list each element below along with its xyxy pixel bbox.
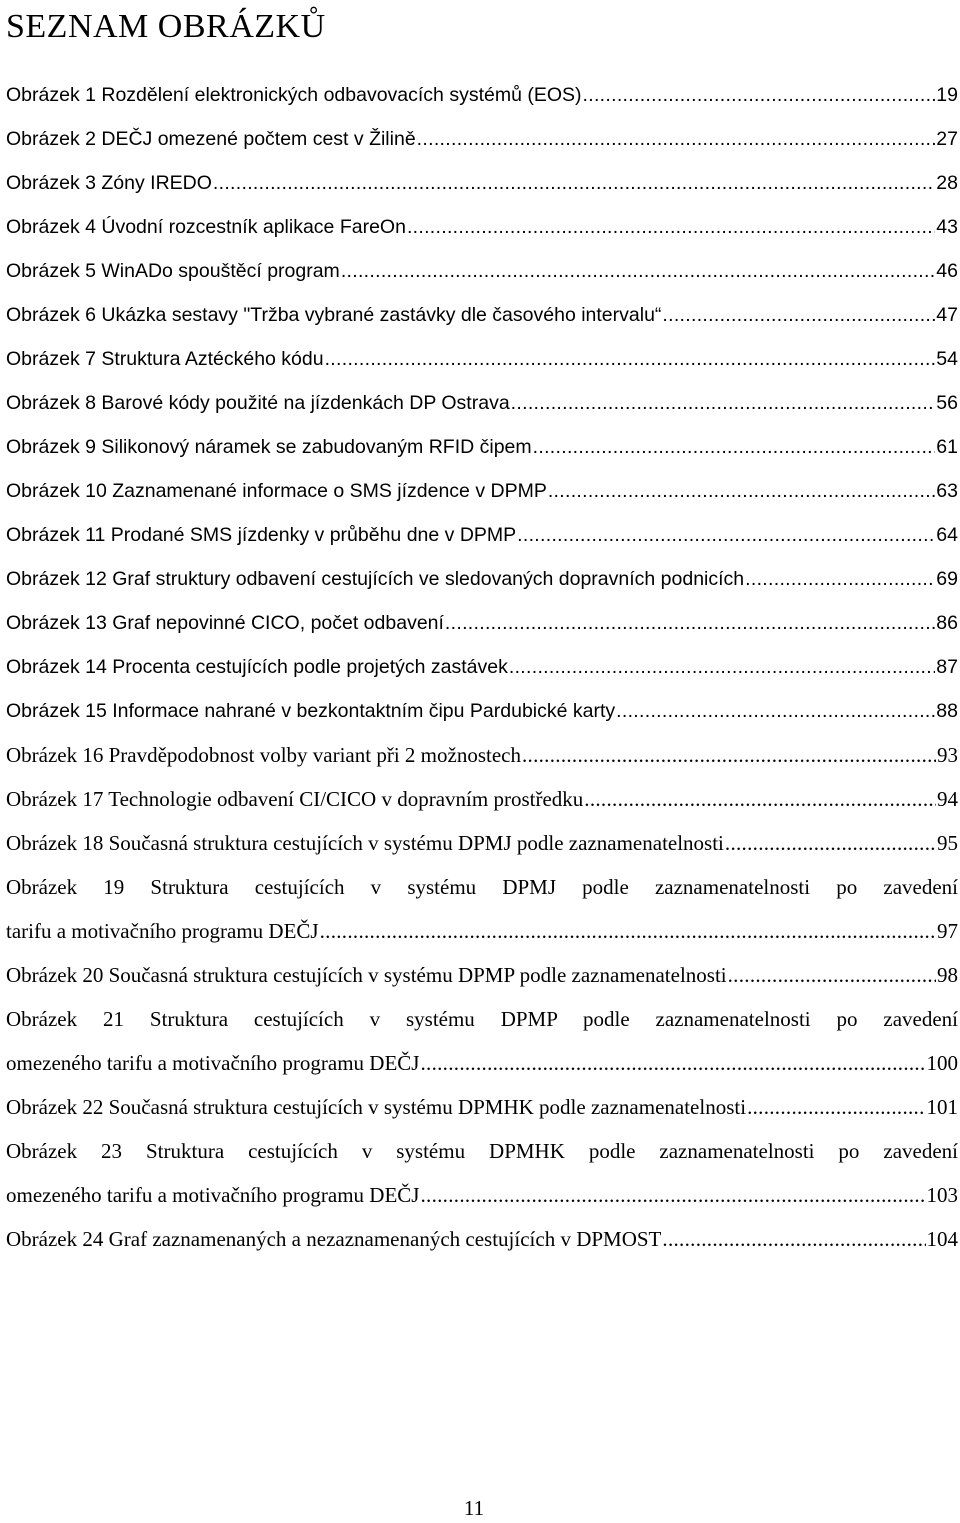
- entry-caption: Obrázek 15 Informace nahrané v bezkontaktním čipu Pardubické karty: [6, 700, 616, 722]
- list-of-figures-entry[interactable]: [6, 161, 958, 205]
- entry-caption: Obrázek 10 Zaznamenané informace o SMS jízdence v DPMP: [6, 480, 547, 502]
- entry-page-number: 100: [926, 1051, 958, 1075]
- list-of-figures-entry[interactable]: [6, 689, 958, 733]
- dot-leader: [417, 117, 936, 161]
- entry-page-number: 28: [936, 172, 958, 194]
- entry-caption: Obrázek 7 Struktura Aztéckého kódu: [6, 348, 324, 370]
- entry-page-number: 27: [936, 128, 958, 150]
- entry-page-number: 56: [936, 392, 958, 414]
- entry-caption: Obrázek 4 Úvodní rozcestník aplikace FareOn: [6, 216, 406, 238]
- list-of-figures-entry[interactable]: [6, 1217, 958, 1261]
- entry-caption: tarifu a motivačního programu DEČJ: [6, 919, 319, 943]
- entry-caption: omezeného tarifu a motivačního programu DEČJ: [6, 1051, 420, 1075]
- dot-leader: [548, 469, 935, 513]
- entry-page-number: 61: [936, 436, 958, 458]
- dot-leader: [407, 205, 935, 249]
- list-of-figures-entry[interactable]: [6, 425, 958, 469]
- dot-leader: [616, 689, 935, 733]
- list-of-figures-entry[interactable]: [6, 73, 958, 117]
- entry-caption-continuation: [6, 1173, 958, 1217]
- list-of-figures-entry[interactable]: [6, 645, 958, 689]
- entry-caption: Obrázek 3 Zóny IREDO: [6, 172, 212, 194]
- entry-caption: Obrázek 9 Silikonový náramek se zabudovaným RFID čipem: [6, 436, 532, 458]
- entry-caption: Obrázek 24 Graf zaznamenaných a nezaznamenaných cestujících v DPMOST: [6, 1227, 662, 1251]
- page-number: 11: [463, 1496, 485, 1520]
- entry-page-number: 97: [937, 919, 958, 943]
- entry-page-number: 86: [936, 612, 958, 634]
- entry-caption: omezeného tarifu a motivačního programu DEČJ: [6, 1183, 420, 1207]
- dot-leader: [522, 733, 936, 777]
- entry-caption-continuation: [6, 909, 958, 953]
- entry-caption: Obrázek 16 Pravděpodobnost volby variant při 2 možnostech: [6, 743, 521, 767]
- dot-leader: [213, 161, 935, 205]
- list-of-figures-entry[interactable]: [6, 513, 958, 557]
- entry-caption: Obrázek 2 DEČJ omezené počtem cest v Žilině: [6, 128, 416, 150]
- list-of-figures-entry[interactable]: [6, 777, 958, 821]
- dot-leader: [517, 513, 935, 557]
- dot-leader: [325, 337, 936, 381]
- dot-leader: [341, 249, 935, 293]
- entry-caption-line: Obrázek 21 Struktura cestujících v systému DPMP podle zaznamenatelnosti po zavedení: [6, 1007, 958, 1031]
- entry-caption: Obrázek 17 Technologie odbavení CI/CICO v dopravním prostředku: [6, 787, 584, 811]
- entry-page-number: 93: [937, 743, 958, 767]
- dot-leader: [511, 381, 936, 425]
- entry-caption: Obrázek 22 Současná struktura cestujících v systému DPMHK podle zaznamenatelnosti: [6, 1095, 747, 1119]
- entry-page-number: 95: [937, 831, 958, 855]
- list-of-figures-entry[interactable]: [6, 337, 958, 381]
- entry-page-number: 46: [936, 260, 958, 282]
- entry-caption: Obrázek 14 Procenta cestujících podle projetých zastávek: [6, 656, 508, 678]
- entry-page-number: 54: [936, 348, 958, 370]
- list-of-figures-entry[interactable]: [6, 117, 958, 161]
- dot-leader: [725, 821, 936, 865]
- list-of-figures-entry[interactable]: [6, 865, 958, 953]
- entry-page-number: 69: [936, 568, 958, 590]
- entry-caption: Obrázek 20 Současná struktura cestujících v systému DPMP podle zaznamenatelnosti: [6, 963, 727, 987]
- entry-page-number: 47: [936, 304, 958, 326]
- entry-caption-line: Obrázek 19 Struktura cestujících v systému DPMJ podle zaznamenatelnosti po zavedení: [6, 875, 958, 899]
- list-of-figures-entry[interactable]: [6, 601, 958, 645]
- list-of-figures-entry[interactable]: [6, 1085, 958, 1129]
- dot-leader: [445, 601, 935, 645]
- entry-page-number: 103: [926, 1183, 958, 1207]
- entry-caption: Obrázek 13 Graf nepovinné CICO, počet odbavení: [6, 612, 444, 634]
- list-of-figures-entry[interactable]: [6, 953, 958, 997]
- entry-caption: Obrázek 18 Současná struktura cestujících v systému DPMJ podle zaznamenatelnosti: [6, 831, 724, 855]
- dot-leader: [320, 909, 936, 953]
- list-of-figures-entry[interactable]: [6, 205, 958, 249]
- entry-caption: Obrázek 1 Rozdělení elektronických odbavovacích systémů (EOS): [6, 84, 582, 106]
- list-of-figures-entry[interactable]: [6, 557, 958, 601]
- list-of-figures: [6, 73, 958, 1261]
- list-of-figures-entry[interactable]: [6, 293, 958, 337]
- entry-caption-line: Obrázek 23 Struktura cestujících v systému DPMHK podle zaznamenatelnosti po zavedení: [6, 1139, 958, 1163]
- dot-leader: [747, 1085, 925, 1129]
- list-of-figures-entry[interactable]: [6, 1129, 958, 1217]
- entry-page-number: 101: [926, 1095, 958, 1119]
- entry-page-number: 87: [936, 656, 958, 678]
- dot-leader: [420, 1173, 925, 1217]
- entry-page-number: 63: [936, 480, 958, 502]
- entry-page-number: 64: [936, 524, 958, 546]
- list-of-figures-entry[interactable]: [6, 733, 958, 777]
- dot-leader: [745, 557, 935, 601]
- entry-page-number: 98: [937, 963, 958, 987]
- dot-leader: [583, 73, 936, 117]
- dot-leader: [662, 293, 935, 337]
- dot-leader: [420, 1041, 925, 1085]
- entry-page-number: 88: [936, 700, 958, 722]
- dot-leader: [533, 425, 936, 469]
- dot-leader: [584, 777, 936, 821]
- entry-caption-continuation: [6, 1041, 958, 1085]
- page-title: SEZNAM OBRÁZKŮ: [6, 8, 326, 45]
- entry-caption: Obrázek 6 Ukázka sestavy "Tržba vybrané zastávky dle časového intervalu“: [6, 304, 662, 326]
- list-of-figures-entry[interactable]: [6, 381, 958, 425]
- entry-caption: Obrázek 5 WinADo spouštěcí program: [6, 260, 340, 282]
- dot-leader: [509, 645, 935, 689]
- entry-caption: Obrázek 12 Graf struktury odbavení cestujících ve sledovaných dopravních podnicích: [6, 568, 745, 590]
- list-of-figures-entry[interactable]: [6, 821, 958, 865]
- list-of-figures-entry[interactable]: [6, 249, 958, 293]
- dot-leader: [728, 953, 936, 997]
- list-of-figures-entry[interactable]: [6, 997, 958, 1085]
- entry-page-number: 94: [937, 787, 958, 811]
- dot-leader: [662, 1217, 925, 1261]
- entry-caption: Obrázek 11 Prodané SMS jízdenky v průběhu dne v DPMP: [6, 524, 517, 546]
- entry-page-number: 43: [936, 216, 958, 238]
- list-of-figures-entry[interactable]: [6, 469, 958, 513]
- entry-page-number: 19: [936, 84, 958, 106]
- entry-page-number: 104: [926, 1227, 958, 1251]
- entry-caption: Obrázek 8 Barové kódy použité na jízdenkách DP Ostrava: [6, 392, 510, 414]
